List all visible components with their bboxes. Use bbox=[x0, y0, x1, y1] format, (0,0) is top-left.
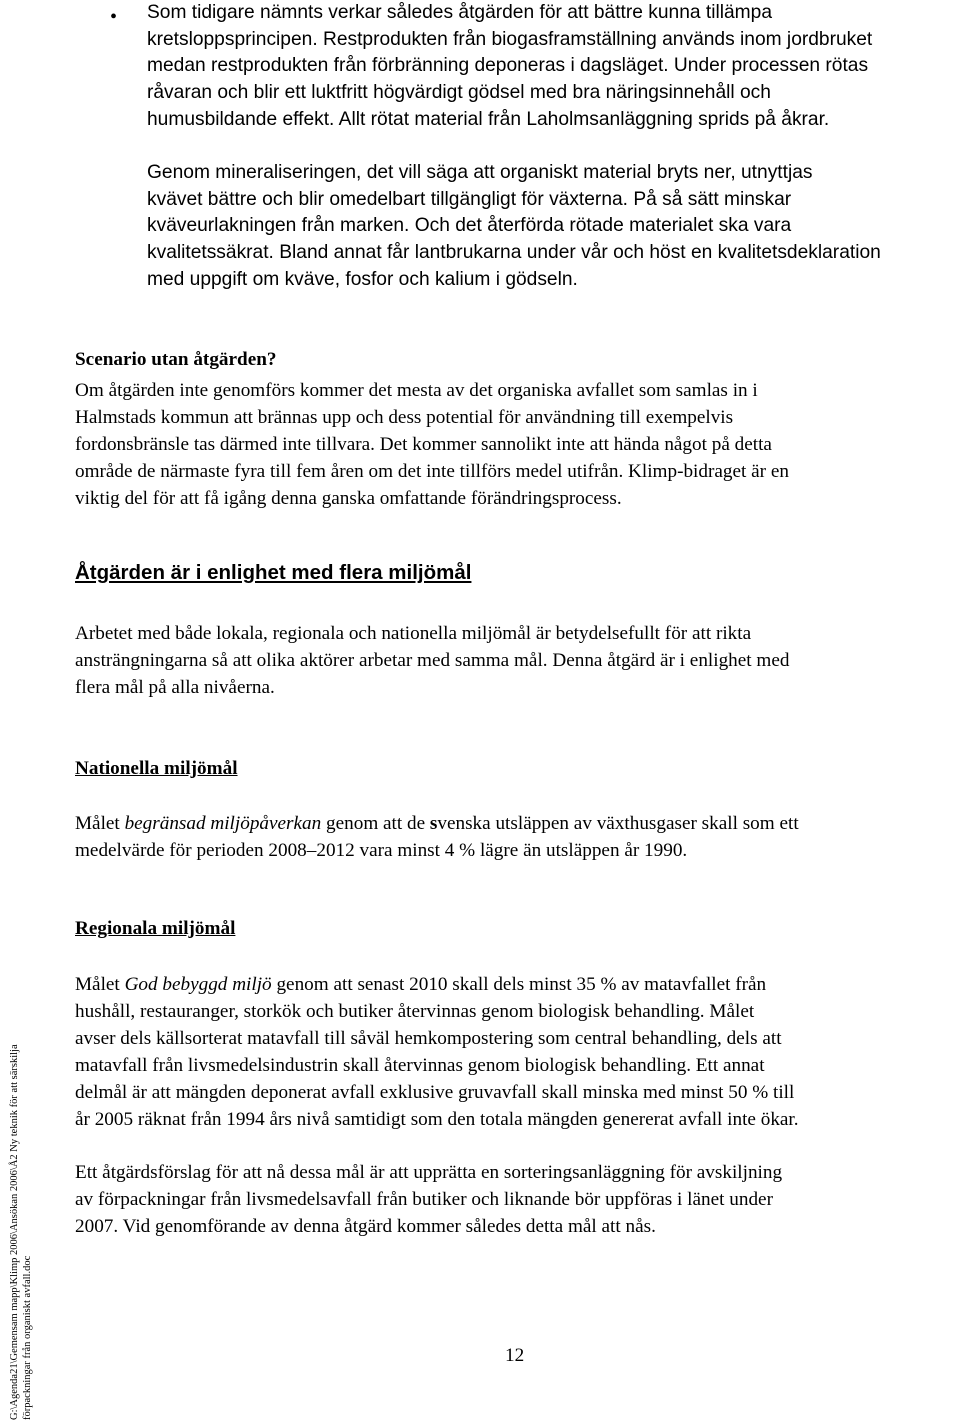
text-line: råvaran och blir ett luktfritt högvärdigt gödsel med bra näringsinnehåll och bbox=[147, 82, 771, 104]
text-line: Om åtgärden inte genomförs kommer det mesta av det organiska avfallet som samlas in i bbox=[75, 380, 758, 401]
text-line: år 2005 räknat från 1994 års nivå samtidigt som den totala mängden genererat avfall inte ökar. bbox=[75, 1109, 799, 1130]
page-number: 12 bbox=[505, 1345, 525, 1366]
text-span: genom att de bbox=[321, 813, 430, 834]
regionala-paragraph bbox=[75, 971, 959, 1133]
file-path-text bbox=[8, 990, 34, 1420]
file-path-line-2: förpackningar från organiskt avfall.doc bbox=[22, 1255, 33, 1420]
text-line: viktig del för att få igång denna ganska omfattande förändringsprocess. bbox=[75, 488, 622, 509]
text-line bbox=[75, 971, 959, 998]
text-line: Ett åtgärdsförslag för att nå dessa mål är att upprätta en sorteringsanläggning för avskiljning bbox=[75, 1162, 783, 1183]
bullet-marker: • bbox=[110, 6, 118, 28]
text-line: med uppgift om kväve, fosfor och kalium i gödseln. bbox=[147, 268, 578, 290]
text-line: delmål är att mängden deponerat avfall exklusive gruvavfall skall minska med minst 50 % till bbox=[75, 1082, 795, 1103]
text-line: hushåll, restauranger, storkök och butiker återvinnas genom biologisk behandling. Målet bbox=[75, 1001, 755, 1022]
text-span: genom att senast 2010 skall dels minst 35 % av matavfallet från bbox=[271, 974, 767, 995]
file-path-sidebar bbox=[8, 990, 38, 1420]
text-span: venska utsläppen av växthusgaser skall som ett bbox=[437, 813, 799, 834]
text-line: medelvärde för perioden 2008–2012 vara minst 4 % lägre än utsläppen år 1990. bbox=[75, 840, 688, 861]
proposal-paragraph bbox=[75, 1159, 959, 1240]
goal-name-italic: God bebyggd miljö bbox=[124, 974, 272, 995]
miljomal-paragraph bbox=[75, 620, 959, 701]
text-line bbox=[75, 810, 959, 837]
scenario-paragraph bbox=[75, 377, 959, 512]
text-line: ansträngningarna så att olika aktörer arbetar med samma mål. Denna åtgärd är i enlighet med bbox=[75, 650, 790, 671]
text-line: av förpackningar från livsmedelsavfall från butiker och liknande bör uppföras i länet under bbox=[75, 1189, 773, 1210]
file-path-line-1: G:\Agenda21\Gemensam mapp\Klimp 2006\Ansökan 2006\Å2 Ny teknik för att särskilja bbox=[9, 1044, 20, 1420]
text-line: område de närmaste fyra till fem åren om det inte tillförs medel utifrån. Klimp-bidraget är en bbox=[75, 461, 789, 482]
text-line: kväveurlakningen från marken. Och det återförda rötade materialet ska vara bbox=[147, 215, 792, 237]
text-line: kretsloppsprincipen. Restprodukten från biogasframställning används inom jordbruket bbox=[147, 28, 873, 50]
text-line: matavfall från livsmedelsindustrin skall återvinnas genom biologisk behandling. Ett annat bbox=[75, 1055, 765, 1076]
text-line: avser dels källsorterat matavfall till såväl hemkompostering som central behandling, dels att bbox=[75, 1028, 782, 1049]
bullet-paragraph-1 bbox=[147, 0, 959, 134]
text-line: Halmstads kommun att brännas upp och dess potential för användning till exempelvis bbox=[75, 407, 734, 428]
bullet-paragraph-2 bbox=[147, 160, 959, 294]
text-line: flera mål på alla nivåerna. bbox=[75, 677, 275, 698]
nationella-paragraph bbox=[75, 810, 959, 864]
text-line: medan restprodukten från förbränning deponeras i dagsläget. Under processen rötas bbox=[147, 55, 869, 77]
text-line: Genom mineraliseringen, det vill säga att organiskt material bryts ner, utnyttjas bbox=[147, 162, 813, 183]
text-line: Som tidigare nämnts verkar således åtgärden för att bättre kunna tillämpa bbox=[147, 2, 772, 23]
text-line: Arbetet med både lokala, regionala och nationella miljömål är betydelsefullt för att rikta bbox=[75, 623, 752, 644]
bold-letter: s bbox=[429, 813, 438, 834]
nationella-heading: Nationella miljömål bbox=[75, 758, 238, 779]
text-span: Målet bbox=[75, 974, 125, 995]
goal-name-italic: begränsad miljöpåverkan bbox=[124, 813, 322, 834]
text-span: Målet bbox=[75, 813, 125, 834]
text-line: 2007. Vid genomförande av denna åtgärd kommer således detta mål att nås. bbox=[75, 1216, 656, 1237]
text-line: kvävet bättre och blir omedelbart tillgängligt för växterna. På så sätt minskar bbox=[147, 188, 792, 210]
text-line: humusbildande effekt. Allt rötat material från Laholmsanläggning sprids på åkrar. bbox=[147, 108, 830, 130]
regionala-heading: Regionala miljömål bbox=[75, 918, 236, 939]
text-line: fordonsbränsle tas därmed inte tillvara. Det kommer sannolikt inte att hända något på detta bbox=[75, 434, 772, 455]
text-line: kvalitetssäkrat. Bland annat får lantbrukarna under vår och höst en kvalitetsdeklaration bbox=[147, 242, 881, 264]
section-heading-miljomal: Åtgärden är i enlighet med flera miljömål bbox=[75, 561, 472, 584]
scenario-heading: Scenario utan åtgärden? bbox=[75, 349, 277, 370]
